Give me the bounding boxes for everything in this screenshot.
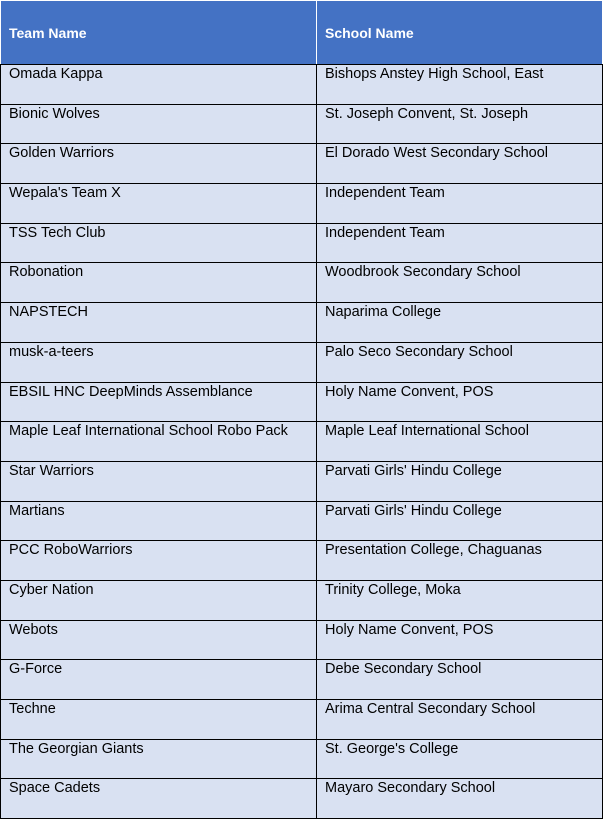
school-name-cell: Independent Team (317, 223, 603, 263)
school-name-cell: Parvati Girls' Hindu College (317, 461, 603, 501)
table-row (1, 461, 603, 501)
school-name-cell: Naparima College (317, 303, 603, 343)
table-row (1, 104, 603, 144)
school-name-cell: Presentation College, Chaguanas (317, 541, 603, 581)
school-name-cell: Arima Central Secondary School (317, 700, 603, 740)
school-name-cell: El Dorado West Secondary School (317, 144, 603, 184)
school-name-cell: Holy Name Convent, POS (317, 620, 603, 660)
school-name-cell: Palo Seco Secondary School (317, 342, 603, 382)
team-name-cell: Webots (1, 620, 317, 660)
team-name-cell: Maple Leaf International School Robo Pack (1, 422, 317, 462)
team-name-cell: Bionic Wolves (1, 104, 317, 144)
team-name-cell: Martians (1, 501, 317, 541)
table-row (1, 422, 603, 462)
table-row (1, 263, 603, 303)
team-name-cell: PCC RoboWarriors (1, 541, 317, 581)
table-row (1, 382, 603, 422)
table-row (1, 739, 603, 779)
team-name-cell: Wepala's Team X (1, 184, 317, 224)
table-row (1, 303, 603, 343)
school-name-cell: Holy Name Convent, POS (317, 382, 603, 422)
school-name-cell: Mayaro Secondary School (317, 779, 603, 819)
table-row (1, 779, 603, 819)
table-header (1, 1, 603, 65)
column-header-team-name: Team Name (1, 1, 317, 65)
team-name-cell: Techne (1, 700, 317, 740)
school-name-cell: Debe Secondary School (317, 660, 603, 700)
table-body (1, 65, 603, 819)
school-name-cell: Parvati Girls' Hindu College (317, 501, 603, 541)
table-row (1, 700, 603, 740)
table-row (1, 580, 603, 620)
school-name-cell: Trinity College, Moka (317, 580, 603, 620)
table-row (1, 660, 603, 700)
table-row (1, 223, 603, 263)
team-name-cell: Star Warriors (1, 461, 317, 501)
school-name-cell: Bishops Anstey High School, East (317, 65, 603, 105)
table-row (1, 342, 603, 382)
table-row (1, 144, 603, 184)
team-name-cell: G-Force (1, 660, 317, 700)
school-name-cell: Maple Leaf International School (317, 422, 603, 462)
table-row (1, 65, 603, 105)
table-row (1, 184, 603, 224)
team-name-cell: Cyber Nation (1, 580, 317, 620)
school-name-cell: St. Joseph Convent, St. Joseph (317, 104, 603, 144)
team-name-cell: Robonation (1, 263, 317, 303)
table-row (1, 541, 603, 581)
team-name-cell: The Georgian Giants (1, 739, 317, 779)
table-row (1, 620, 603, 660)
school-name-cell: St. George's College (317, 739, 603, 779)
team-name-cell: Space Cadets (1, 779, 317, 819)
school-name-cell: Independent Team (317, 184, 603, 224)
table-row (1, 501, 603, 541)
team-name-cell: NAPSTECH (1, 303, 317, 343)
school-name-cell: Woodbrook Secondary School (317, 263, 603, 303)
header-row (1, 1, 603, 65)
team-name-cell: TSS Tech Club (1, 223, 317, 263)
team-name-cell: Omada Kappa (1, 65, 317, 105)
column-header-school-name: School Name (317, 1, 603, 65)
team-name-cell: Golden Warriors (1, 144, 317, 184)
team-name-cell: EBSIL HNC DeepMinds Assemblance (1, 382, 317, 422)
team-name-cell: musk-a-teers (1, 342, 317, 382)
